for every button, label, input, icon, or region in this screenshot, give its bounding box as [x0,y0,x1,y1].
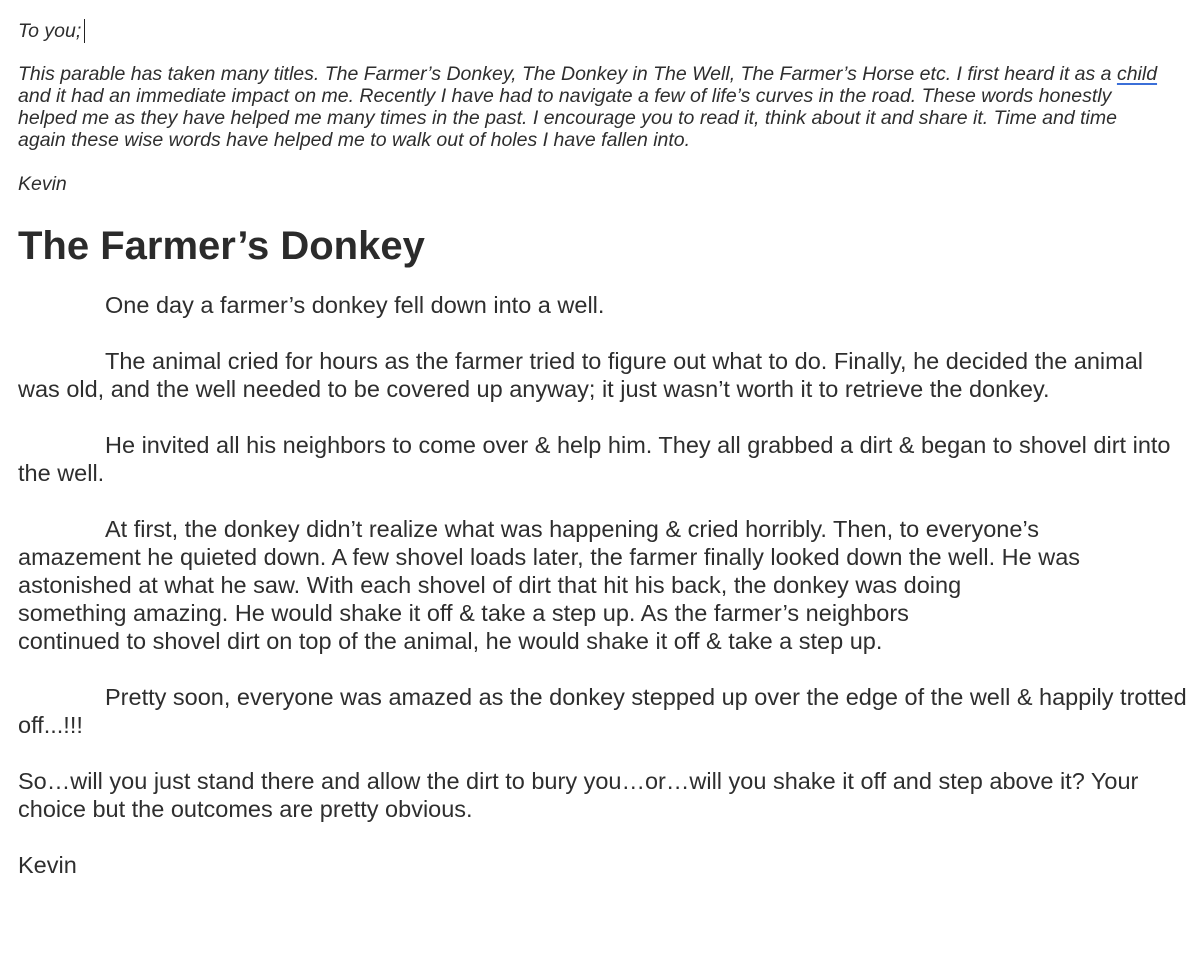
story-paragraph-5[interactable]: Pretty soon, everyone was amazed as the donkey stepped up over the edge of the well & happily trotted off...!!! [18,684,1187,738]
story-closing-question[interactable]: So…will you just stand there and allow the dirt to bury you…or…will you shake it off and step above it? Your choice but the outcomes are pretty obvious. [18,768,1139,822]
story-title[interactable]: The Farmer’s Donkey [18,224,425,268]
intro-signature[interactable]: Kevin [18,173,67,195]
salutation-line[interactable] [18,19,1188,43]
story-paragraph-4[interactable]: At first, the donkey didn’t realize what was happening & cried horribly. Then, to everyone’s amazement he quieted down. A few shovel loads later, the farmer finally looked down the well. He was astonished at what he saw. With each shovel of dirt that hit his back, the donkey was doing something amazing. He would shake it off & take a step up. As the farmer’s neighbors continued to shovel dirt on top of the animal, he would shake it off & take a step up. [18,516,1081,654]
story-paragraph-3[interactable]: He invited all his neighbors to come over & help him. They all grabbed a dirt & began to shovel dirt into the well. [18,432,1171,486]
intro-paragraph[interactable] [18,63,1158,151]
document-page [18,0,1188,879]
story-signature[interactable]: Kevin [18,852,77,878]
intro-section [18,19,1188,195]
salutation-text: To you; [18,20,82,42]
intro-paragraph-text-end: and it had an immediate impact on me. Recently I have had to navigate a few of life’s curves in the road. These words honestly helped me as they have helped me many times in the past. I encourage you to read it, think about it and share it. Time and time again these wise words have helped me to walk out of holes I have fallen into. [18,85,1117,151]
story-paragraph-1[interactable]: One day a farmer’s donkey fell down into a well. [105,292,605,318]
text-cursor [84,19,85,43]
story-paragraph-2[interactable]: The animal cried for hours as the farmer tried to figure out what to do. Finally, he decided the animal was old, and the well needed to be covered up anyway; it just wasn’t worth it to retrieve the donkey. [18,348,1144,402]
spellcheck-flagged-word[interactable]: child [1116,63,1158,85]
intro-paragraph-text-start: This parable has taken many titles. The Farmer’s Donkey, The Donkey in The Well, The Farmer’s Horse etc. I first heard it as a [18,63,1117,85]
